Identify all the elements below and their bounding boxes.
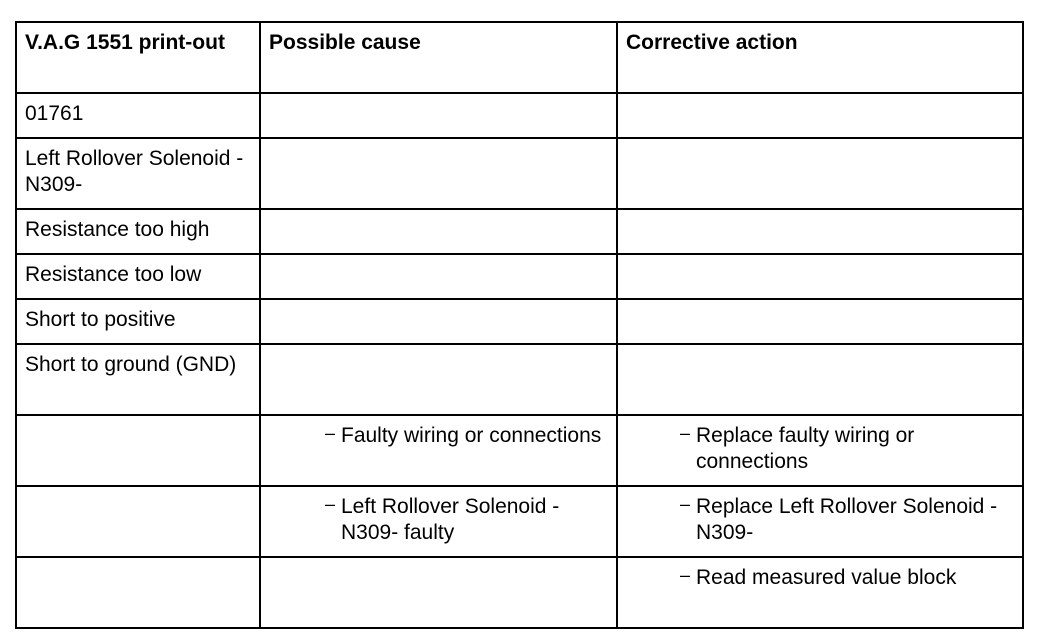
table-row: [16, 138, 1023, 209]
action-cell: [617, 415, 1023, 486]
bullet-dash: –: [680, 423, 691, 443]
printout-cell: Short to ground (GND): [16, 344, 260, 415]
printout-cell: Left Rollover Solenoid -N309-: [16, 138, 260, 209]
bullet-item: [325, 423, 608, 449]
cause-cell: [260, 93, 617, 138]
printout-cell: Short to positive: [16, 299, 260, 344]
action-cell: [617, 209, 1023, 254]
cause-cell: [260, 138, 617, 209]
cause-text: Faulty wiring or connections: [341, 424, 602, 447]
printout-cell: 01761: [16, 93, 260, 138]
action-cell: [617, 486, 1023, 557]
bullet-item: [680, 423, 1014, 475]
action-cell: [617, 344, 1023, 415]
action-cell: [617, 138, 1023, 209]
cause-cell: [260, 254, 617, 299]
bullet-item: [680, 565, 1014, 591]
cause-text: Left Rollover Solenoid -N309- faulty: [341, 495, 560, 544]
bullet-dash: –: [325, 494, 336, 514]
table-row: [16, 299, 1023, 344]
bullet-dash: –: [680, 494, 691, 514]
printout-cell: [16, 486, 260, 557]
action-cell: [617, 93, 1023, 138]
printout-cell: Resistance too low: [16, 254, 260, 299]
diagnostic-table: [15, 21, 1024, 629]
action-cell: [617, 299, 1023, 344]
table-row: [16, 209, 1023, 254]
cause-cell: [260, 557, 617, 628]
bullet-item: [680, 494, 1014, 546]
bullet-item: [325, 494, 608, 546]
table-header-row: [16, 22, 1023, 93]
cause-cell: [260, 344, 617, 415]
header-corrective-action: Corrective action: [617, 22, 1023, 93]
action-text: Replace Left Rollover Solenoid -N309-: [696, 495, 998, 544]
table-row: [16, 93, 1023, 138]
action-text: Replace faulty wiring or connections: [696, 424, 915, 473]
action-text: Read measured value block: [696, 566, 957, 589]
bullet-dash: –: [325, 423, 336, 443]
table-row: [16, 557, 1023, 628]
printout-cell: [16, 415, 260, 486]
cause-cell: [260, 299, 617, 344]
cause-cell: [260, 415, 617, 486]
cause-cell: [260, 486, 617, 557]
action-cell: [617, 254, 1023, 299]
header-printout: V.A.G 1551 print-out: [16, 22, 260, 93]
table-row: [16, 254, 1023, 299]
header-possible-cause: Possible cause: [260, 22, 617, 93]
printout-cell: Resistance too high: [16, 209, 260, 254]
table-row: [16, 415, 1023, 486]
table-row: [16, 344, 1023, 415]
cause-cell: [260, 209, 617, 254]
table-row: [16, 486, 1023, 557]
bullet-dash: –: [680, 565, 691, 585]
printout-cell: [16, 557, 260, 628]
action-cell: [617, 557, 1023, 628]
